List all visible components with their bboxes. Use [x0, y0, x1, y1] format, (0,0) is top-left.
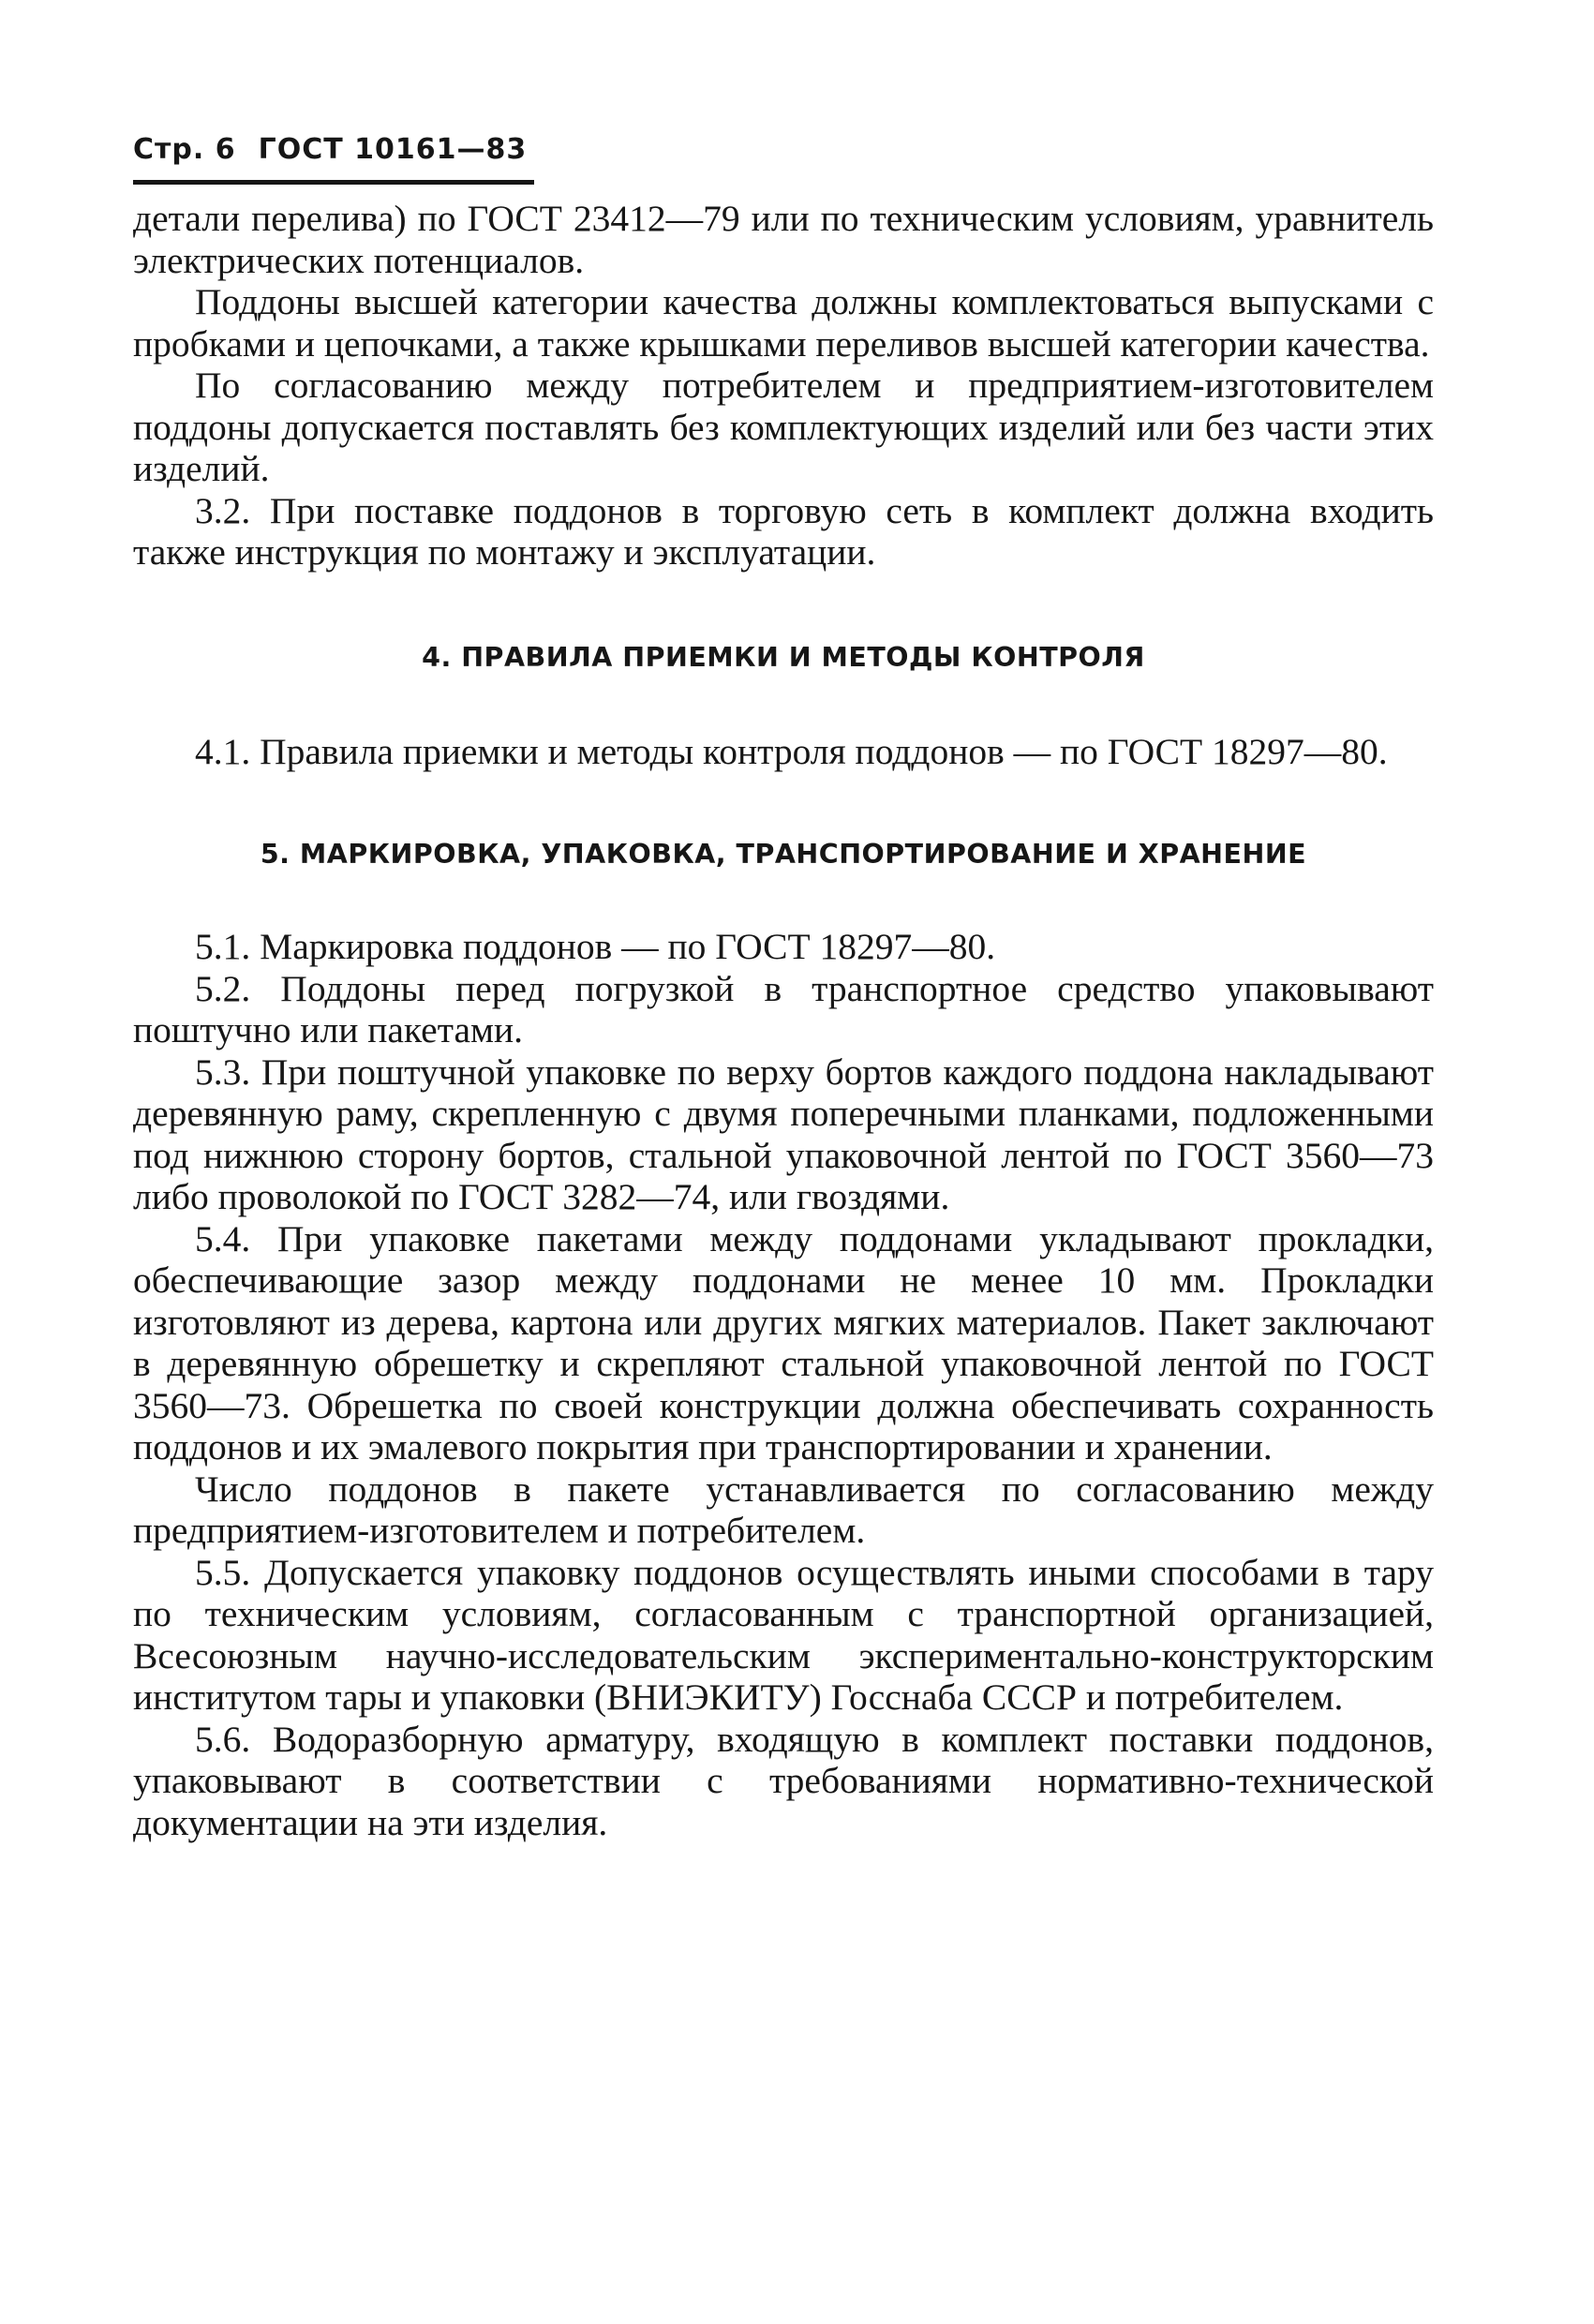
- paragraph-5-1: 5.1. Маркировка поддонов — по ГОСТ 18297—80.: [195, 926, 996, 967]
- section-5-heading: 5. МАРКИРОВКА, УПАКОВКА, ТРАНСПОРТИРОВАНИЕ И ХРАНЕНИЕ: [260, 839, 1307, 870]
- paragraph-3-2: 3.2. При поставке поддонов в торговую сеть в комплект должна входить также инструкция по монтажу и эксплуатации.: [133, 489, 1434, 573]
- page-header: [133, 131, 1434, 169]
- paragraph-4-1: 4.1. Правила приемки и методы контроля поддонов — по ГОСТ 18297—80.: [195, 730, 1388, 772]
- paragraph-agreement: По согласованию между потребителем и предприятием-изготовителем поддоны допускается поставлять без комплектующих изделий или без части этих изделий.: [133, 365, 1434, 489]
- header-rule: [133, 180, 534, 185]
- paragraph-continuation: детали перелива) по ГОСТ 23412—79 или по техническим условиям, уравнитель электрических потенциалов.: [133, 198, 1434, 281]
- paragraph-5-6: 5.6. Водоразборную арматуру, входящую в комплект поставки поддонов, упаковывают в соответствии с требованиями нормативно-технической документации на эти изделия.: [133, 1718, 1434, 1843]
- page-number: Стр. 6: [133, 133, 236, 166]
- paragraph-5-2: 5.2. Поддоны перед погрузкой в транспортное средство упаковывают поштучно или пакетами.: [133, 967, 1434, 1050]
- paragraph-5-5: 5.5. Допускается упаковку поддонов осуществлять иными способами в тару по техническим условиям, согласованным с транспортной организацией, Всесоюзным научно-исследовательским экспериментально-конструкторским институтом тары и упаковки (ВНИЭКИТУ) Госснаба СССР и потребителем.: [133, 1551, 1434, 1718]
- section-4-heading: 4. ПРАВИЛА ПРИЕМКИ И МЕТОДЫ КОНТРОЛЯ: [422, 641, 1145, 673]
- paragraph-5-3: 5.3. При поштучной упаковке по верху бортов каждого поддона накладывают деревянную раму, скрепленную с двумя поперечными планками, подложенными под нижнюю сторону бортов, стальной упаковочной лентой по ГОСТ 3560—73 либо проволокой по ГОСТ 3282—74, или гвоздями.: [133, 1050, 1434, 1217]
- paragraph-package-count: Число поддонов в пакете устанавливается по согласованию между предприятием-изготовителем и потребителем.: [133, 1467, 1434, 1551]
- paragraph-high-quality-trays: Поддоны высшей категории качества должны комплектоваться выпусками с пробками и цепочками, а также крышками переливов высшей категории качества.: [133, 281, 1434, 365]
- standard-number: ГОСТ 10161—83: [258, 133, 528, 166]
- paragraph-5-4: 5.4. При упаковке пакетами между поддонами укладывают прокладки, обеспечивающие зазор между поддонами не менее 10 мм. Прокладки изготовляют из дерева, картона или других мягких материалов. Пакет заключают в деревянную обрешетку и скрепляют стальной упаковочной лентой по ГОСТ 3560—73. Обрешетка по своей конструкции должна обеспечивать сохранность поддонов и их эмалевого покрытия при транспортировании и хранении.: [133, 1217, 1434, 1467]
- document-page: [133, 131, 1434, 1843]
